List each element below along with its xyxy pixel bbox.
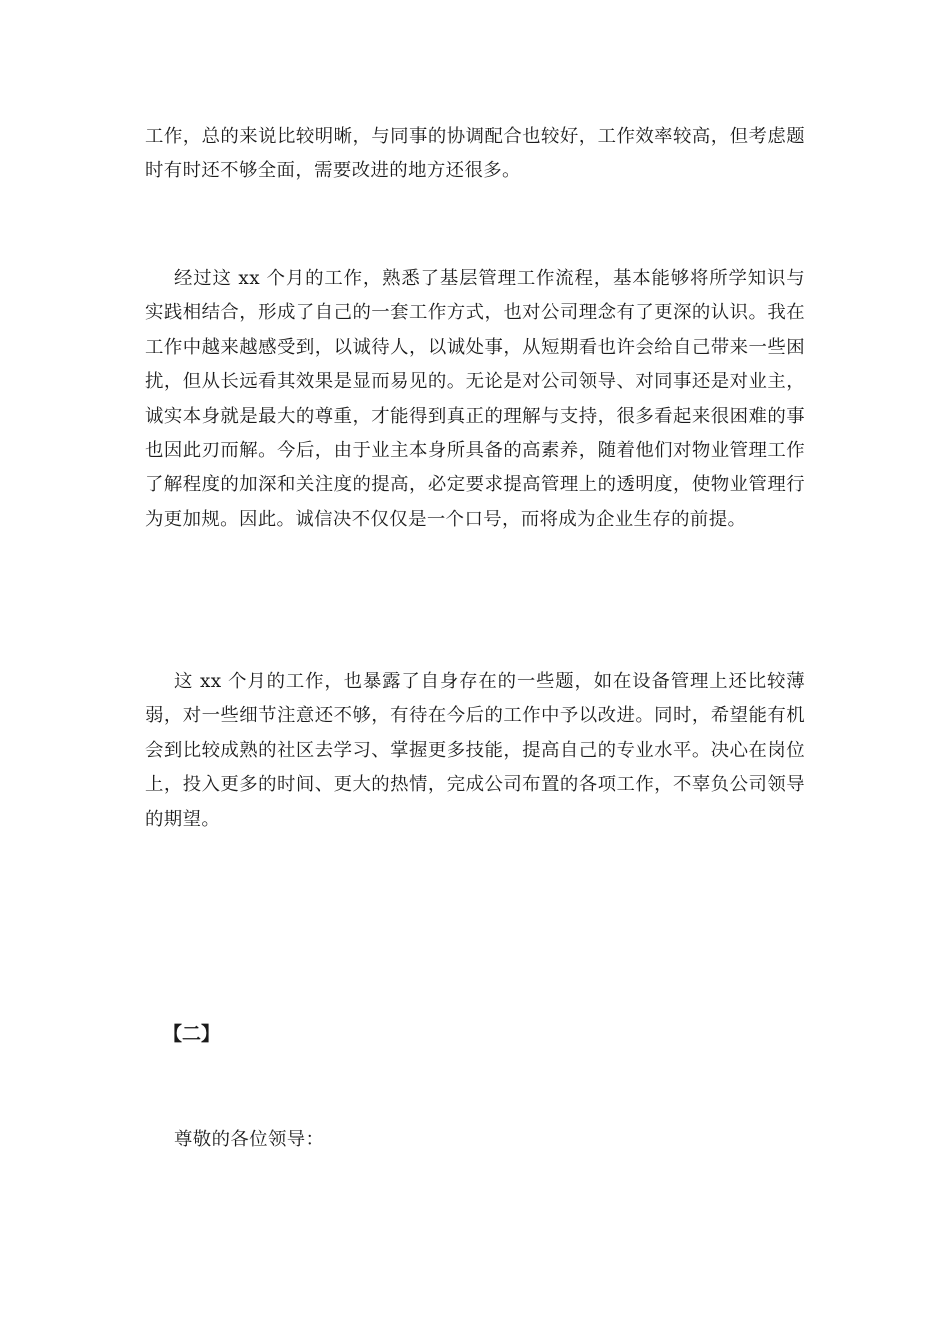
paragraph-work-experience: 经过这 xx 个月的工作，熟悉了基层管理工作流程，基本能够将所学知识与实践相结合，形成了自己的一套工作方式，也对公司理念有了更深的认识。我在工作中越来越感受到，以诚待人，以诚处事，从短期看也许会给自己带来一些困扰，但从长远看其效果是显而易见的。无论是对公司领导、对同事还是对业主，诚实本身就是最大的尊重，才能得到真正的理解与支持，很多看起来很困难的事也因此刃而解。今后，由于业主本身所具备的高素养，随着他们对物业管理工作了解程度的加深和关注度的提高，必定要求提高管理上的透明度，使物业管理行为更加规。因此。诚信决不仅仅是一个口号，而将成为企业生存的前提。 — [145, 268, 805, 530]
paragraph-continuation: 工作，总的来说比较明晰，与同事的协调配合也较好，工作效率较高，但考虑题时有时还不够全面，需要改进的地方还很多。 — [145, 126, 805, 182]
salutation: 尊敬的各位领导： — [174, 1129, 325, 1150]
paragraph-shortcomings: 这 xx 个月的工作，也暴露了自身存在的一些题，如在设备管理上还比较薄弱，对一些细节注意还不够，有待在今后的工作中予以改进。同时，希望能有机会到比较成熟的社区去学习、掌握更多技能，提高自己的专业水平。决心在岗位上，投入更多的时间、更大的热情，完成公司布置的各项工作，不辜负公司领导的期望。 — [145, 671, 805, 830]
section-heading: 【二】 — [163, 1023, 221, 1045]
